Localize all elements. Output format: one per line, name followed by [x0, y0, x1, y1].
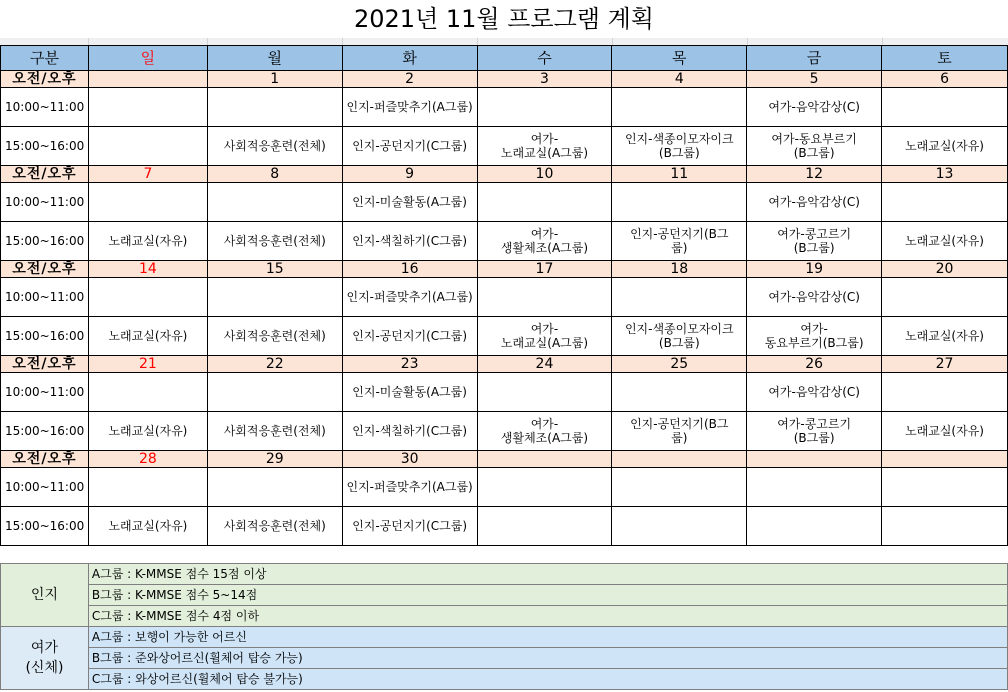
date-cell	[747, 451, 882, 468]
week-date-row	[1, 261, 1008, 278]
program-cell: 인지-퍼즐맞추기(A그룹)	[342, 468, 477, 507]
date-cell: 25	[612, 356, 747, 373]
program-cell	[882, 468, 1008, 507]
legend-leisure-a: A그룹 : 보행이 가능한 어르신	[88, 627, 1007, 648]
program-cell: 노래교실(자유)	[882, 412, 1008, 451]
group-legend	[0, 563, 1008, 690]
program-cell: 여가-음악감상(C)	[747, 373, 882, 412]
program-cell	[477, 468, 612, 507]
legend-leisure-b: B그룹 : 준와상어르신(휠체어 탑승 가능)	[88, 648, 1007, 669]
time-slot-row	[1, 468, 1008, 507]
legend-cognitive-a: A그룹 : K-MMSE 점수 15점 이상	[88, 564, 1007, 585]
program-cell	[477, 507, 612, 546]
program-cell: 여가- 노래교실(A그룹)	[477, 317, 612, 356]
program-cell	[612, 183, 747, 222]
program-cell	[747, 507, 882, 546]
header-category: 구분	[1, 46, 89, 71]
program-cell: 여가-음악감상(C)	[747, 278, 882, 317]
program-cell: 인지-퍼즐맞추기(A그룹)	[342, 278, 477, 317]
date-cell: 30	[342, 451, 477, 468]
program-cell	[88, 88, 207, 127]
date-cell: 18	[612, 261, 747, 278]
session-label: 오전/오후	[1, 261, 89, 278]
session-label: 오전/오후	[1, 451, 89, 468]
date-cell: 13	[882, 166, 1008, 183]
date-cell	[612, 451, 747, 468]
date-cell: 2	[342, 71, 477, 88]
time-slot-row	[1, 222, 1008, 261]
week-date-row	[1, 451, 1008, 468]
program-cell	[88, 373, 207, 412]
program-cell: 인지-공던지기(C그룹)	[342, 507, 477, 546]
program-cell: 여가-콩고르기 (B그룹)	[747, 222, 882, 261]
program-cell	[612, 88, 747, 127]
program-cell: 인지-미술활동(A그룹)	[342, 373, 477, 412]
legend-cognitive-label: 인지	[1, 564, 89, 627]
date-cell	[88, 71, 207, 88]
header-day: 목	[612, 46, 747, 71]
program-cell: 노래교실(자유)	[882, 317, 1008, 356]
program-cell	[477, 88, 612, 127]
time-slot-row	[1, 507, 1008, 546]
date-cell: 21	[88, 356, 207, 373]
program-cell	[882, 373, 1008, 412]
header-day: 금	[747, 46, 882, 71]
program-cell: 인지-퍼즐맞추기(A그룹)	[342, 88, 477, 127]
week-date-row	[1, 166, 1008, 183]
program-cell	[612, 507, 747, 546]
date-cell: 8	[207, 166, 342, 183]
time-label: 10:00~11:00	[1, 88, 89, 127]
legend-leisure-c: C그룹 : 와상어르신(휠체어 탑승 불가능)	[88, 669, 1007, 690]
date-cell: 15	[207, 261, 342, 278]
program-cell	[882, 278, 1008, 317]
program-cell: 인지-공던지기(B그 룹)	[612, 412, 747, 451]
program-cell: 여가- 생활체조(A그룹)	[477, 412, 612, 451]
program-cell: 여가-동요부르기 (B그룹)	[747, 127, 882, 166]
program-cell	[747, 468, 882, 507]
program-cell: 여가- 노래교실(A그룹)	[477, 127, 612, 166]
time-slot-row	[1, 183, 1008, 222]
program-cell: 인지-공던지기(B그 룹)	[612, 222, 747, 261]
program-cell: 인지-미술활동(A그룹)	[342, 183, 477, 222]
header-day: 토	[882, 46, 1008, 71]
date-cell: 14	[88, 261, 207, 278]
program-cell: 인지-색칠하기(C그룹)	[342, 412, 477, 451]
session-label: 오전/오후	[1, 166, 89, 183]
date-cell: 6	[882, 71, 1008, 88]
program-cell	[207, 468, 342, 507]
program-cell: 노래교실(자유)	[88, 412, 207, 451]
program-cell: 노래교실(자유)	[88, 222, 207, 261]
program-cell	[612, 468, 747, 507]
program-cell	[207, 373, 342, 412]
header-row	[1, 46, 1008, 71]
page-title: 2021년 11월 프로그램 계획	[354, 5, 654, 33]
program-cell	[88, 278, 207, 317]
date-cell: 28	[88, 451, 207, 468]
program-cell	[882, 183, 1008, 222]
date-cell: 9	[342, 166, 477, 183]
program-cell: 인지-색종이모자이크 (B그룹)	[612, 317, 747, 356]
time-slot-row	[1, 127, 1008, 166]
date-cell: 12	[747, 166, 882, 183]
time-slot-row	[1, 317, 1008, 356]
program-cell: 여가- 생활체조(A그룹)	[477, 222, 612, 261]
program-cell: 사회적응훈련(전체)	[207, 507, 342, 546]
header-day: 수	[477, 46, 612, 71]
time-label: 15:00~16:00	[1, 317, 89, 356]
date-cell: 23	[342, 356, 477, 373]
time-label: 15:00~16:00	[1, 507, 89, 546]
program-cell: 여가-음악감상(C)	[747, 88, 882, 127]
time-label: 15:00~16:00	[1, 222, 89, 261]
time-label: 15:00~16:00	[1, 412, 89, 451]
time-slot-row	[1, 88, 1008, 127]
week-date-row	[1, 356, 1008, 373]
time-slot-row	[1, 373, 1008, 412]
week-date-row	[1, 71, 1008, 88]
program-cell: 인지-공던지기(C그룹)	[342, 127, 477, 166]
program-cell: 사회적응훈련(전체)	[207, 412, 342, 451]
time-label: 10:00~11:00	[1, 468, 89, 507]
program-cell	[477, 183, 612, 222]
schedule-table	[0, 45, 1008, 546]
program-cell	[88, 468, 207, 507]
header-day: 화	[342, 46, 477, 71]
program-cell: 노래교실(자유)	[882, 127, 1008, 166]
program-cell	[477, 373, 612, 412]
time-slot-row	[1, 278, 1008, 317]
program-cell	[88, 127, 207, 166]
date-cell: 7	[88, 166, 207, 183]
date-cell	[477, 451, 612, 468]
program-cell: 여가-음악감상(C)	[747, 183, 882, 222]
program-cell: 노래교실(자유)	[88, 317, 207, 356]
date-cell: 22	[207, 356, 342, 373]
program-cell: 여가-콩고르기 (B그룹)	[747, 412, 882, 451]
legend-cognitive-b: B그룹 : K-MMSE 점수 5~14점	[88, 585, 1007, 606]
date-cell: 29	[207, 451, 342, 468]
date-cell: 5	[747, 71, 882, 88]
time-slot-row	[1, 412, 1008, 451]
header-day: 일	[88, 46, 207, 71]
header-day: 월	[207, 46, 342, 71]
date-cell: 20	[882, 261, 1008, 278]
program-cell	[207, 278, 342, 317]
date-cell: 1	[207, 71, 342, 88]
program-cell: 인지-색종이모자이크 (B그룹)	[612, 127, 747, 166]
date-cell: 19	[747, 261, 882, 278]
time-label: 10:00~11:00	[1, 373, 89, 412]
date-cell: 24	[477, 356, 612, 373]
program-cell	[612, 373, 747, 412]
program-cell	[612, 278, 747, 317]
session-label: 오전/오후	[1, 356, 89, 373]
program-cell: 노래교실(자유)	[88, 507, 207, 546]
program-cell	[207, 88, 342, 127]
session-label: 오전/오후	[1, 71, 89, 88]
time-label: 10:00~11:00	[1, 183, 89, 222]
program-cell	[882, 88, 1008, 127]
time-label: 10:00~11:00	[1, 278, 89, 317]
program-cell	[88, 183, 207, 222]
program-cell: 사회적응훈련(전체)	[207, 222, 342, 261]
date-cell: 26	[747, 356, 882, 373]
date-cell: 17	[477, 261, 612, 278]
date-cell: 10	[477, 166, 612, 183]
date-cell: 27	[882, 356, 1008, 373]
program-cell: 여가- 동요부르기(B그룹)	[747, 317, 882, 356]
program-cell: 인지-색칠하기(C그룹)	[342, 222, 477, 261]
program-cell: 인지-공던지기(C그룹)	[342, 317, 477, 356]
program-cell: 사회적응훈련(전체)	[207, 127, 342, 166]
date-cell: 11	[612, 166, 747, 183]
legend-leisure-label: 여가 (신체)	[1, 627, 89, 690]
program-cell	[207, 183, 342, 222]
date-cell	[882, 451, 1008, 468]
program-cell	[882, 507, 1008, 546]
date-cell: 3	[477, 71, 612, 88]
date-cell: 4	[612, 71, 747, 88]
program-cell	[477, 278, 612, 317]
date-cell: 16	[342, 261, 477, 278]
time-label: 15:00~16:00	[1, 127, 89, 166]
program-cell: 사회적응훈련(전체)	[207, 317, 342, 356]
program-cell: 노래교실(자유)	[882, 222, 1008, 261]
legend-cognitive-c: C그룹 : K-MMSE 점수 4점 이하	[88, 606, 1007, 627]
